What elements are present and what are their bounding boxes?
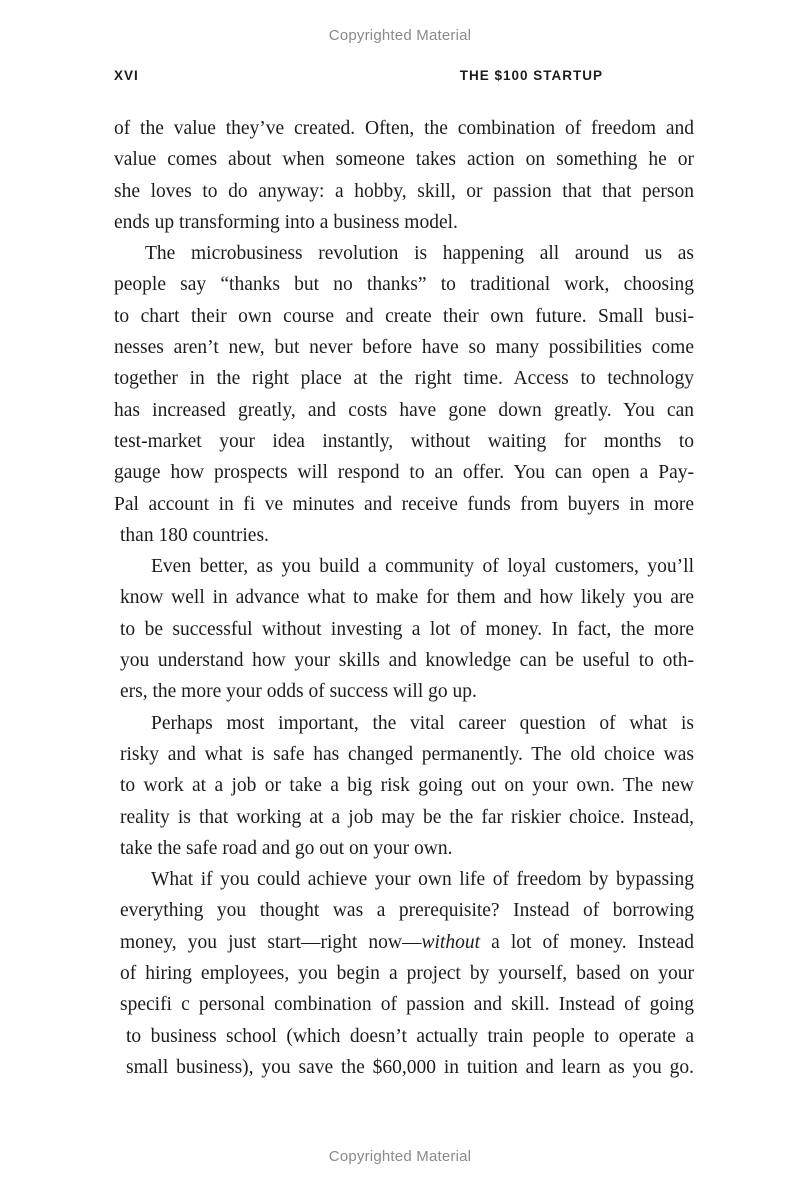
- text-line: risky and what is safe has changed permanently. The old choice was: [120, 743, 694, 765]
- text-line: nesses aren’t new, but never before have so many possibilities come: [114, 337, 694, 359]
- text-line: everything you thought was a prerequisite? Instead of borrowing: [120, 900, 694, 922]
- text-line: to work at a job or take a big risk going out on your own. The new: [120, 775, 694, 797]
- page-number: XVI: [114, 68, 139, 83]
- text-line: has increased greatly, and costs have gone down greatly. You can: [114, 399, 694, 421]
- text-line: together in the right place at the right time. Access to technology: [114, 368, 694, 390]
- text-line: know well in advance what to make for them and how likely you are: [120, 587, 694, 609]
- paragraph-2: [114, 238, 694, 551]
- copyright-watermark-top: Copyrighted Material: [328, 27, 472, 44]
- text-line: test-market your idea instantly, without waiting for months to: [114, 430, 694, 452]
- italic-emphasis: without: [421, 931, 481, 953]
- text-line: ers, the more your odds of success will go up.: [120, 681, 477, 703]
- text-line: to be successful without investing a lot of money. In fact, the more: [120, 618, 694, 640]
- body-text: [114, 113, 694, 1083]
- text-line: gauge how prospects will respond to an offer. You can open a Pay-: [114, 462, 694, 484]
- text-segment: a lot of money. Instead: [480, 931, 694, 953]
- paragraph-3: [114, 551, 694, 707]
- text-line: to chart their own course and create their own future. Small busi-: [114, 305, 694, 327]
- paragraph-1: [114, 113, 694, 238]
- text-line: take the safe road and go out on your own.: [120, 837, 453, 859]
- text-line: of hiring employees, you begin a project by yourself, based on your: [120, 963, 694, 985]
- text-line: [114, 927, 694, 958]
- text-line: to business school (which doesn’t actually train people to operate a: [126, 1025, 694, 1047]
- text-line: Pal account in fi ve minutes and receive funds from buyers in more: [114, 493, 694, 515]
- text-line: What if you could achieve your own life of freedom by bypassing: [151, 869, 694, 891]
- text-line: value comes about when someone takes action on something he or: [114, 149, 694, 171]
- paragraph-4: [114, 708, 694, 864]
- text-line: specifi c personal combination of passion and skill. Instead of going: [120, 994, 694, 1016]
- text-line: you understand how your skills and knowledge can be useful to oth-: [120, 650, 694, 672]
- text-line: than 180 countries.: [120, 524, 269, 546]
- running-head: [114, 68, 704, 88]
- text-line: of the value they’ve created. Often, the combination of freedom and: [114, 118, 694, 139]
- text-line: small business), you save the $60,000 in tuition and learn as you go.: [126, 1056, 694, 1078]
- text-segment: money, you just start—right now—: [120, 931, 422, 953]
- text-line: Perhaps most important, the vital career question of what is: [151, 712, 694, 734]
- book-title: THE $100 STARTUP: [459, 68, 603, 83]
- text-line: ends up transforming into a business model.: [114, 211, 458, 233]
- text-line: reality is that working at a job may be the far riskier choice. Instead,: [120, 806, 694, 828]
- paragraph-5: [114, 864, 694, 1083]
- copyright-watermark-bottom: Copyrighted Material: [328, 1148, 472, 1165]
- text-line: she loves to do anyway: a hobby, skill, or passion that that person: [114, 180, 694, 202]
- text-line: The microbusiness revolution is happening all around us as: [145, 243, 694, 265]
- text-line: Even better, as you build a community of loyal customers, you’ll: [151, 556, 694, 578]
- text-line: people say “thanks but no thanks” to traditional work, choosing: [114, 274, 694, 296]
